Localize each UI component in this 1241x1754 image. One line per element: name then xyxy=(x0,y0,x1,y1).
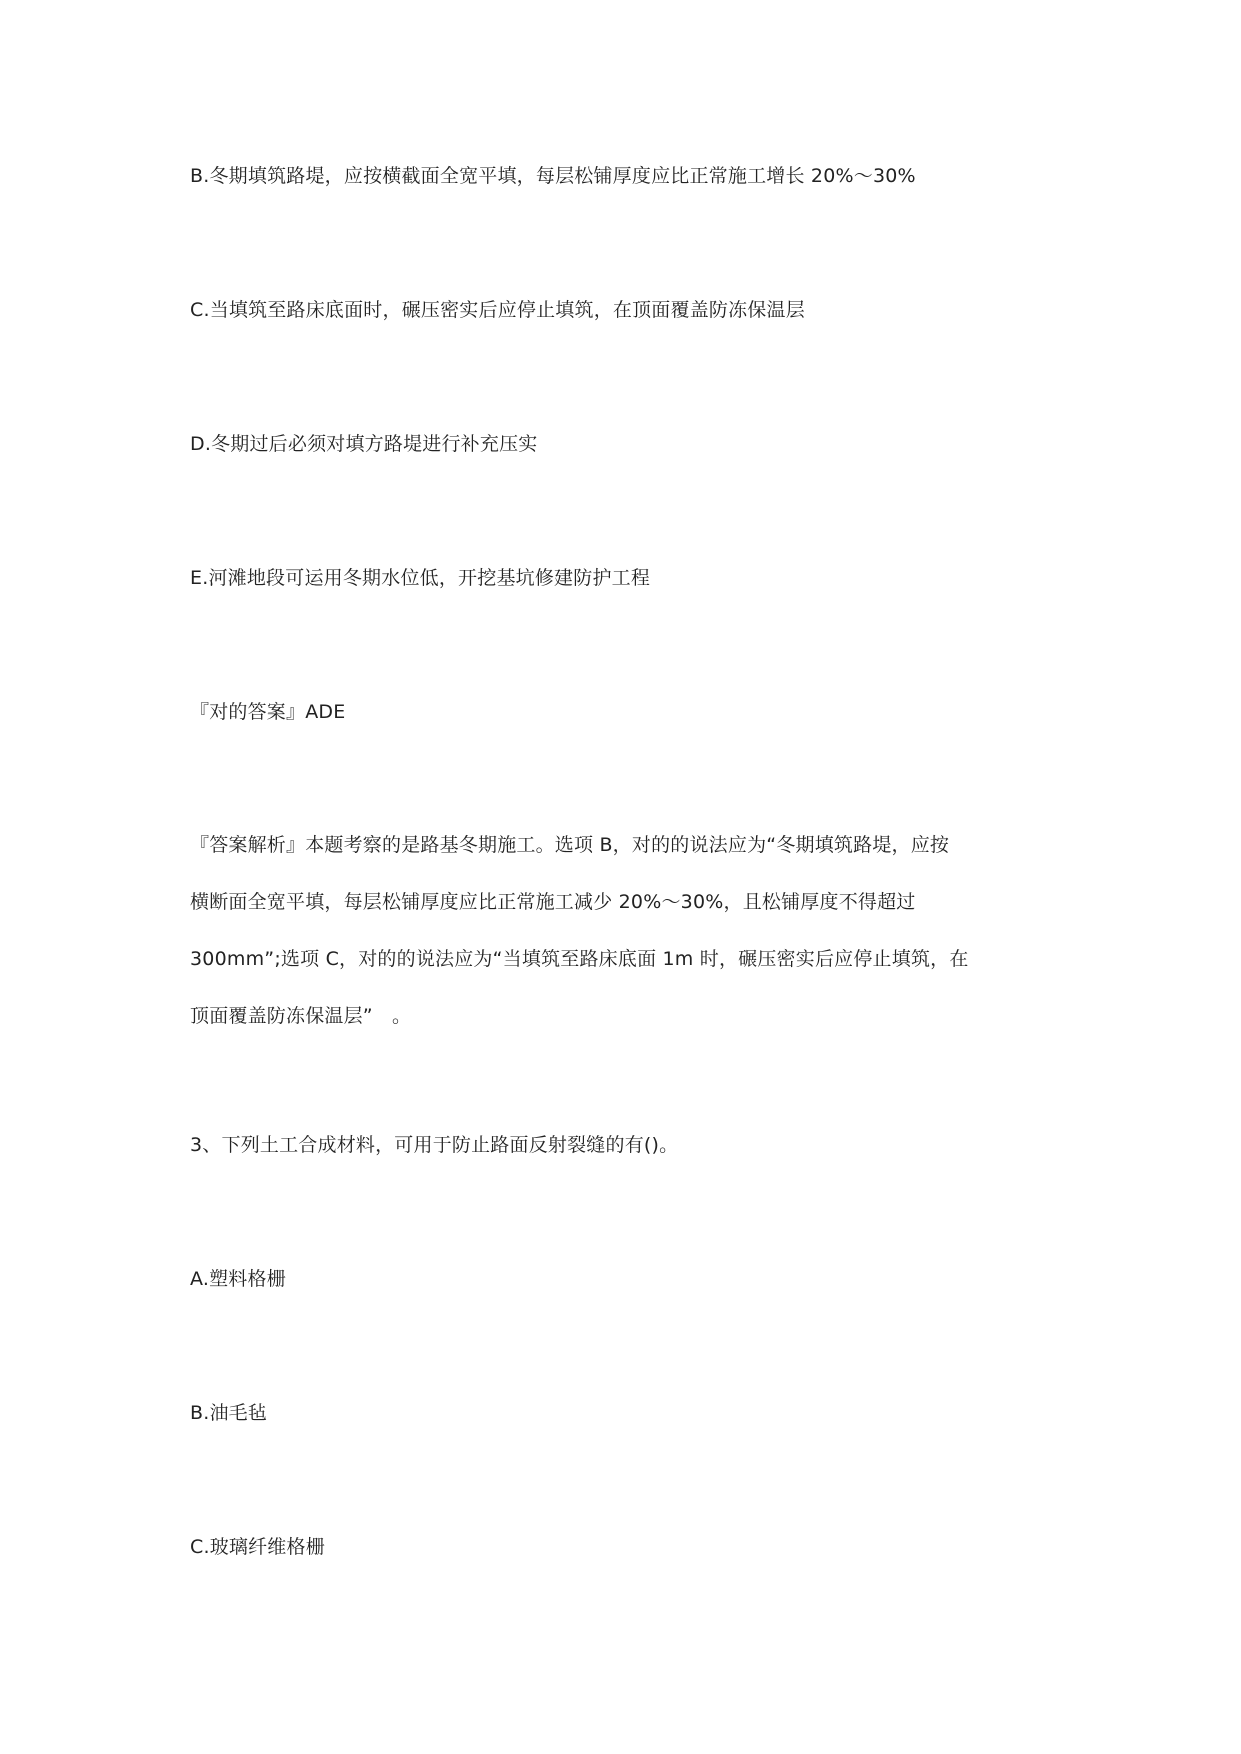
option-b: B.冬期填筑路堤，应按横截面全宽平填，每层松铺厚度应比正常施工增长 20%～30% xyxy=(190,165,916,187)
analysis-line: 『答案解析』本题考察的是路基冬期施工。选项 B，对的的说法应为“冬期填筑路堤，应按 xyxy=(190,834,950,856)
analysis-line: 300mm”;选项 C，对的的说法应为“当填筑至路床底面 1m 时，碾压密实后应停止填筑，在 xyxy=(190,948,969,970)
correct-answer: 『对的答案』ADE xyxy=(190,701,346,723)
option-e: E.河滩地段可运用冬期水位低，开挖基坑修建防护工程 xyxy=(190,567,651,589)
option-c: C.当填筑至路床底面时，碾压密实后应停止填筑，在顶面覆盖防冻保温层 xyxy=(190,299,805,321)
q3-option-a: A.塑料格栅 xyxy=(190,1268,286,1290)
q3-option-b: B.油毛毡 xyxy=(190,1402,268,1424)
analysis-line: 横断面全宽平填，每层松铺厚度应比正常施工减少 20%～30%，且松铺厚度不得超过 xyxy=(190,891,916,913)
question-3-stem: 3、下列土工合成材料，可用于防止路面反射裂缝的有()。 xyxy=(190,1134,679,1156)
analysis-line: 顶面覆盖防冻保温层” 。 xyxy=(190,1005,412,1027)
answer-analysis xyxy=(190,831,1060,1059)
q3-option-c: C.玻璃纤维格栅 xyxy=(190,1536,325,1558)
option-d: D.冬期过后必须对填方路堤进行补充压实 xyxy=(190,433,538,455)
